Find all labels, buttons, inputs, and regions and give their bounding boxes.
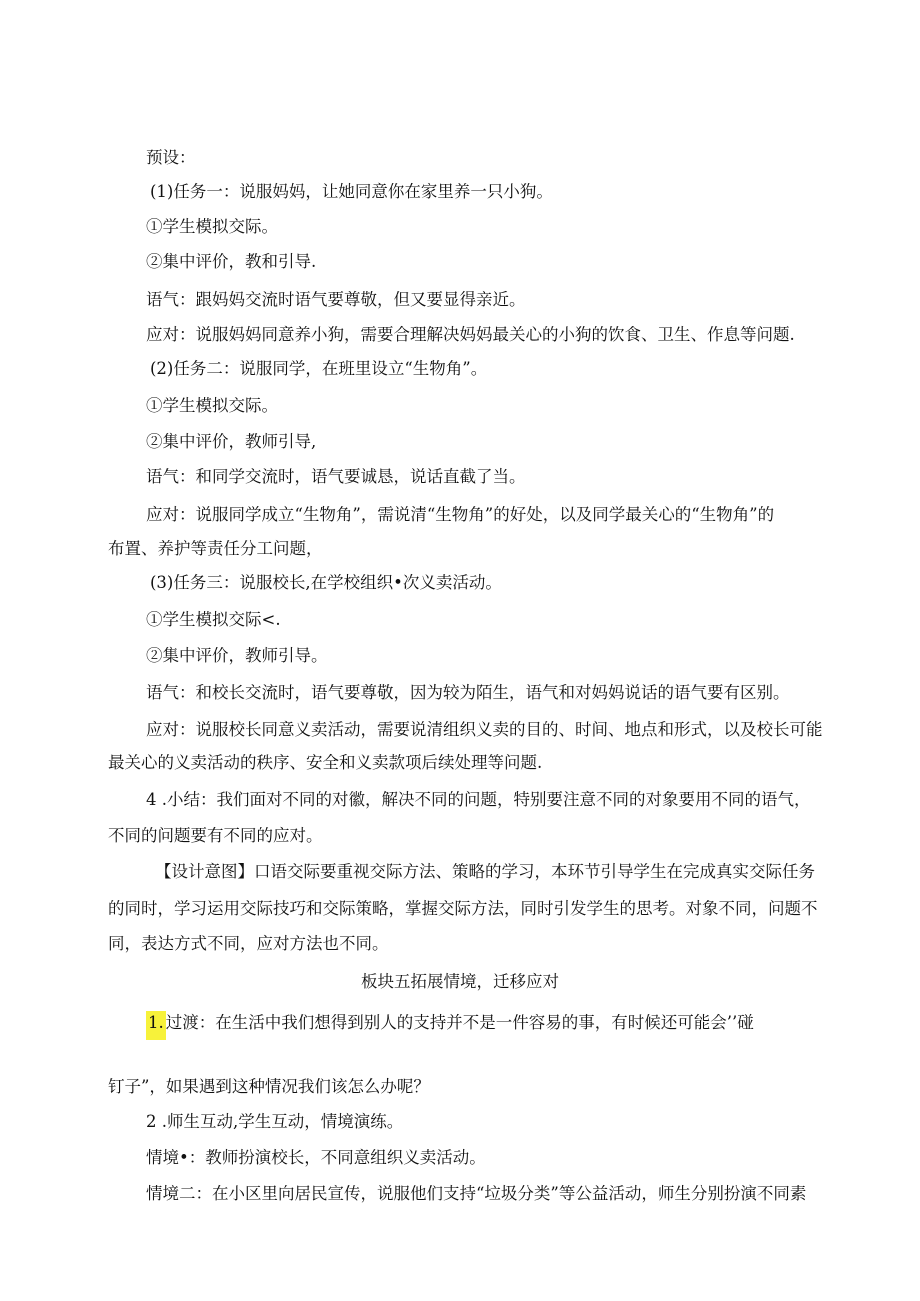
text-line: 布置、养护等责任分工问题， xyxy=(108,539,323,558)
text-line: 的同时，学习运用交际技巧和交际策略，掌握交际方法，同时引发学生的思考。对象不同，问题不 xyxy=(108,899,818,918)
text-line: 应对：说服校长同意义卖活动，需要说清组织义卖的目的、时间、地点和形式，以及校长可能 xyxy=(146,720,823,739)
text-line: 应对：说服妈妈同意养小狗，需要合理解决妈妈最关心的小狗的饮食、卫生、作息等问题. xyxy=(146,325,795,344)
text-line: 4 .小结：我们面对不同的对徽，解决不同的问题，特别要注意不同的对象要用不同的语气， xyxy=(146,790,811,809)
text-line: (1)任务一：说服妈妈，让她同意你在家里养一只小狗。 xyxy=(150,182,553,201)
text-line xyxy=(146,1011,754,1035)
text-line: ②集中评价，教师引导, xyxy=(146,432,317,451)
text-line: 2 .师生互动,学生互动，情境演练。 xyxy=(146,1112,404,1131)
text-line: 情境•：教师扮演校长，不同意组织义卖活动。 xyxy=(146,1148,486,1167)
text-line: (3)任务三：说服校长,在学校组织•次义卖活动。 xyxy=(150,573,502,592)
text-line: 最关心的义卖活动的秩序、安全和义卖款项后续处理等问题. xyxy=(108,753,543,772)
text-line: ②集中评价，教和引导. xyxy=(146,252,317,271)
text-line: 语气：和同学交流时，语气要诚恳，说话直截了当。 xyxy=(146,467,526,486)
text-line: (2)任务二：说服同学，在班里设立“生物角”。 xyxy=(150,359,488,378)
text-line: 钉子”，如果遇到这种情况我们该怎么办呢？ xyxy=(108,1077,430,1096)
text-line: 同，表达方式不同，应对方法也不同。 xyxy=(108,934,389,953)
text-line: ②集中评价，教师引导。 xyxy=(146,646,328,665)
text-line: 不同的问题要有不同的应对。 xyxy=(108,826,323,845)
text-segment: 过渡：在生活中我们想得到别人的支持并不是一件容易的事，有时候还可能会’’碰 xyxy=(165,1013,754,1032)
text-line: 应对：说服同学成立“生物角”，需说清“生物角”的好处，以及同学最关心的“生物角”的 xyxy=(146,505,775,524)
section-heading: 板块五拓展情境，迁移应对 xyxy=(361,972,559,991)
text-line: 语气：和校长交流时，语气要尊敬，因为较为陌生，语气和对妈妈说话的语气要有区别。 xyxy=(146,683,790,702)
highlighted-number: 1. xyxy=(146,1011,166,1040)
text-line: ①学生模拟交际。 xyxy=(146,217,278,236)
text-line: 预设： xyxy=(146,148,196,167)
text-line: 情境二：在小区里向居民宣传，说服他们支持“垃圾分类”等公益活动，师生分别扮演不同素 xyxy=(146,1184,807,1203)
text-line: ①学生模拟交际<. xyxy=(146,610,281,629)
text-line: 语气：跟妈妈交流时语气要尊敬，但又要显得亲近。 xyxy=(146,290,526,309)
text-line: 【设计意图】口语交际要重视交际方法、策略的学习，本环节引导学生在完成真实交际任务 xyxy=(155,862,815,881)
text-line: ①学生模拟交际。 xyxy=(146,396,278,415)
